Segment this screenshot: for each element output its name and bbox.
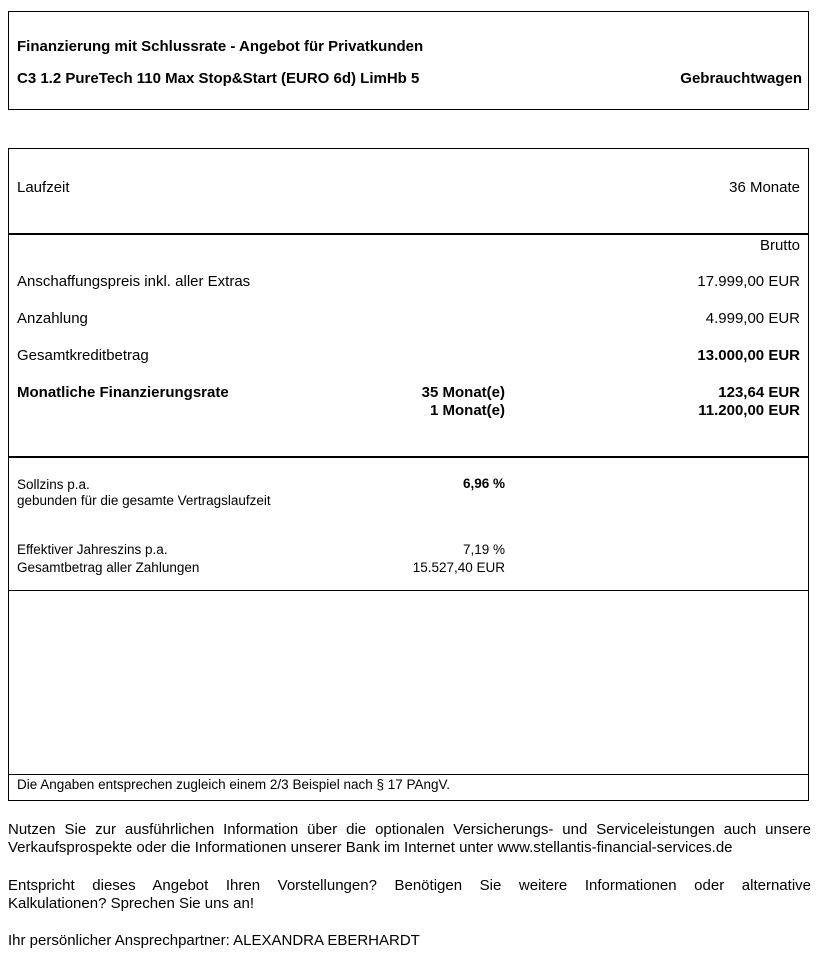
term-value: 36 Monate xyxy=(729,179,800,196)
offer-header xyxy=(8,11,809,110)
info-paragraph xyxy=(8,821,811,857)
divider xyxy=(9,233,808,235)
vehicle-name: C3 1.2 PureTech 110 Max Stop&Start (EURO 6d) LimHb 5 xyxy=(17,70,420,87)
info-line: Verkaufsprospekte oder die Informationen unserer Bank im Internet unter www.stellantis-financial-services.de xyxy=(8,839,733,856)
footnote: Die Angaben entsprechen zugleich einem 2/3 Beispiel nach § 17 PAngV. xyxy=(17,777,451,792)
divider xyxy=(9,590,808,591)
credit-amount-value: 13.000,00 EUR xyxy=(697,347,800,364)
sollzins-sub: gebunden für die gesamte Vertragslaufzeit xyxy=(17,493,271,508)
offer-title: Finanzierung mit Schlussrate - Angebot für Privatkunden xyxy=(17,38,424,55)
monthly-amount-2: 11.200,00 EUR xyxy=(698,402,800,419)
monthly-rate-label: Monatliche Finanzierungsrate xyxy=(17,384,229,401)
credit-amount-label: Gesamtkreditbetrag xyxy=(17,347,149,364)
info-line: Entspricht dieses Angebot Ihren Vorstellungen? Benötigen Sie weitere Informationen oder alternative xyxy=(8,877,811,894)
info-line: Nutzen Sie zur ausführlichen Information über die optionalen Versicherungs- und Serviceleistungen auch unsere xyxy=(8,821,811,838)
vehicle-type: Gebrauchtwagen xyxy=(680,70,802,87)
downpayment-value: 4.999,00 EUR xyxy=(705,310,800,327)
effektiv-value: 7,19 % xyxy=(462,542,505,557)
brutto-header: Brutto xyxy=(759,237,800,254)
downpayment-label: Anzahlung xyxy=(17,310,88,327)
monthly-period-1: 35 Monat(e) xyxy=(421,384,505,401)
gesamtbetrag-label: Gesamtbetrag aller Zahlungen xyxy=(17,560,200,575)
sollzins-label: Sollzins p.a. xyxy=(17,477,90,492)
contact-person: Ihr persönlicher Ansprechpartner: ALEXANDRA EBERHARDT xyxy=(8,932,420,949)
price-label: Anschaffungspreis inkl. aller Extras xyxy=(17,273,251,290)
divider xyxy=(9,774,808,775)
info-line: Kalkulationen? Sprechen Sie uns an! xyxy=(8,895,255,912)
price-value: 17.999,00 EUR xyxy=(697,273,800,290)
sollzins-value: 6,96 % xyxy=(462,476,505,491)
monthly-period-2: 1 Monat(e) xyxy=(430,402,505,419)
divider xyxy=(9,456,808,458)
monthly-amount-1: 123,64 EUR xyxy=(718,384,800,401)
effektiv-label: Effektiver Jahreszins p.a. xyxy=(17,542,168,557)
term-label: Laufzeit xyxy=(17,179,70,196)
financing-details xyxy=(8,148,809,801)
contact-paragraph xyxy=(8,877,811,913)
gesamtbetrag-value: 15.527,40 EUR xyxy=(412,560,505,575)
